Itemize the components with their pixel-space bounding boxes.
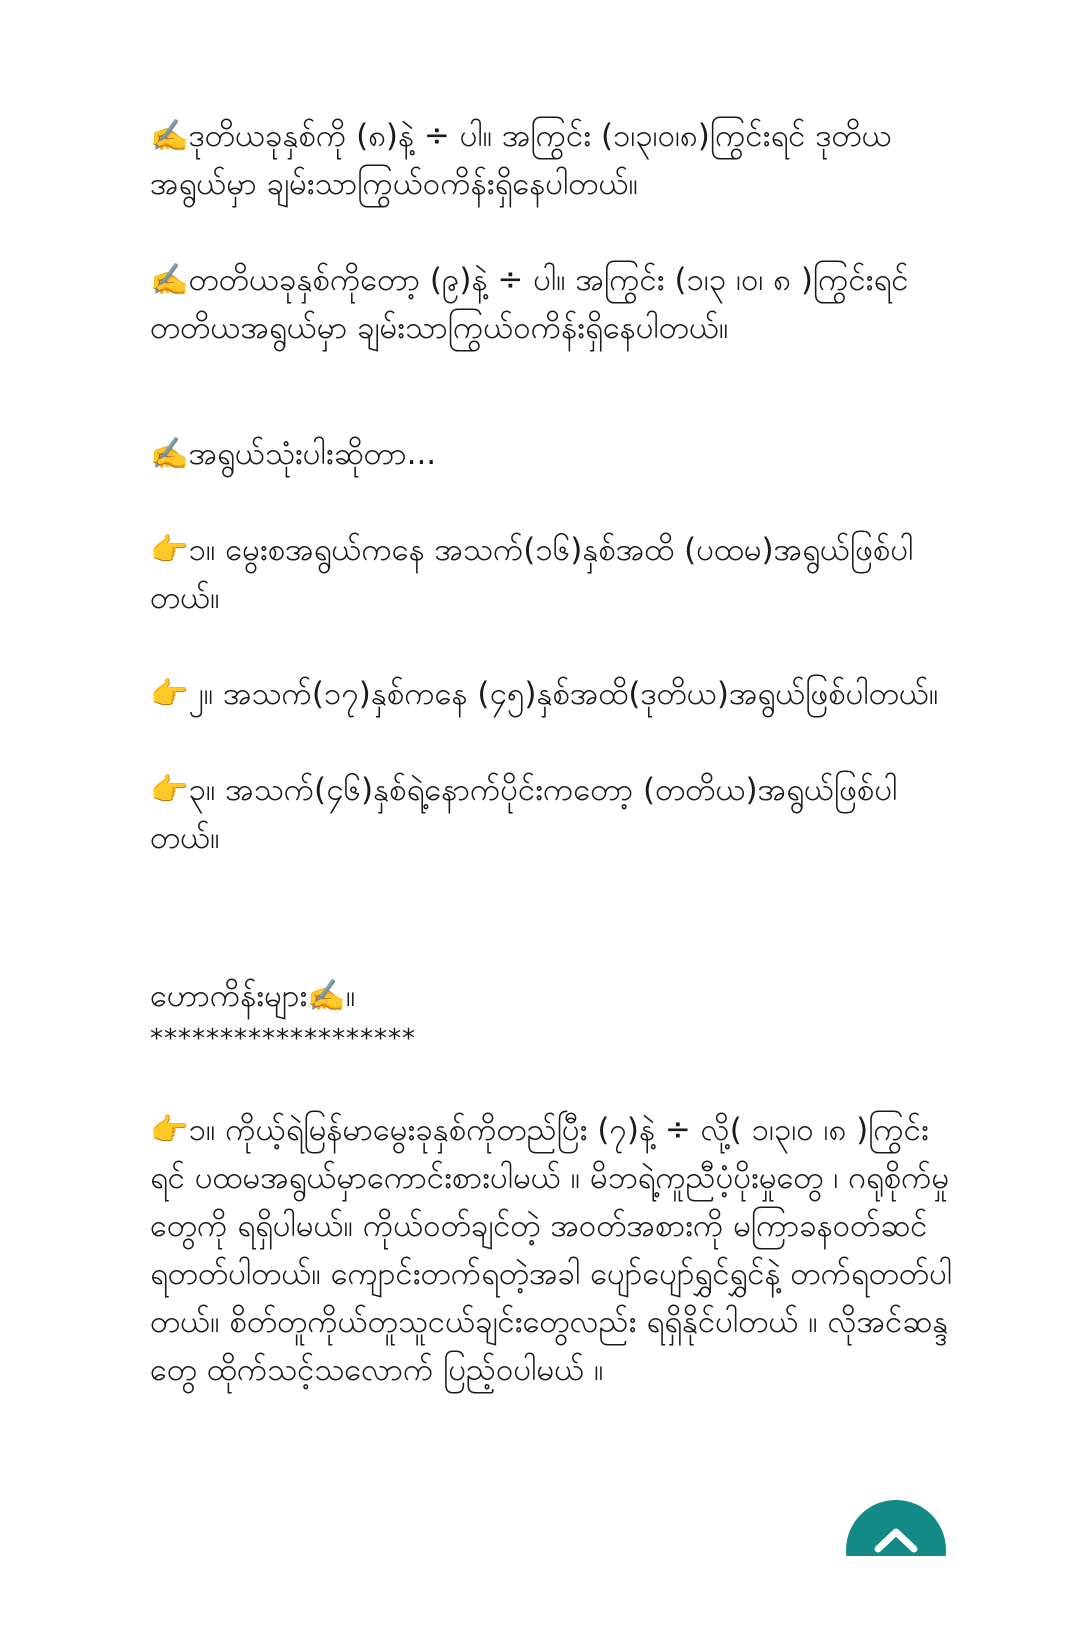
article-content: [150, 112, 960, 1394]
paragraph-second-age: ✍️ဒုတိယခုနှစ်ကို (၈)နဲ့ ÷ ပါ။ အကြွင်း (၁၊၃၊၀၊၈)ကြွင်းရင် ဒုတိယအရွယ်မှာ ချမ်းသာကြွယ်ဝကိန်းရှိနေပါတယ်။: [150, 118, 892, 202]
paragraph-gap: [150, 352, 960, 430]
list-item-second-age: 👉၂။ အသက်(၁၇)နှစ်ကနေ (၄၅)နှစ်အထိ(ဒုတိယ)အရွယ်ဖြစ်ပါတယ်။: [150, 676, 939, 712]
paragraph-third-age: ✍️တတိယခုနှစ်ကိုတော့ (၉)နဲ့ ÷ ပါ။ အကြွင်း (၁၊၃ ၊၀၊ ၈ )ကြွင်းရင် တတိယအရွယ်မှာ ချမ်းသာကြွယ်ဝကိန်းရှိနေပါတယ်။: [150, 262, 919, 346]
list-item-first-age: 👉၁။ မွေးစအရွယ်ကနေ အသက်(၁၆)နှစ်အထိ (ပထမ)အရွယ်ဖြစ်ပါတယ်။: [150, 532, 914, 616]
prediction-paragraph-one: 👉၁။ ကိုယ့်ရဲမြန်မာမွေးခုနှစ်ကိုတည်ပြီး (၇)နဲ့ ÷ လို့( ၁၊၃၊၀ ၊၈ )ကြွင်းရင် ပထမအရွယ်မှာကောင်းစားပါမယ် ။ မိဘရဲ့ကူညီပံ့ပိုးမှုတွေ ၊ ဂရုစိုက်မှုတွေကို ရရှိပါမယ်။ ကိုယ်ဝတ်ချင်တဲ့ အဝတ်အစားကို မကြာခနဝတ်ဆင်ရတတ်ပါတယ်။ ကျောင်းတက်ရတဲ့အခါ ပျော်ပျော်ရွှင်ရွှင်နဲ့ တက်ရတတ်ပါတယ်။ စိတ်တူကိုယ်တူသူငယ်ချင်းတွေလည်း ရရှိနိုင်ပါတယ် ။ လိုအင်ဆန္ဒတွေ ထိုက်သင့်သလောက် ပြည့်ဝပါမယ် ။: [150, 1112, 953, 1388]
asterisk-divider: *******************: [150, 1024, 416, 1054]
bottom-clip-area: [0, 1556, 1080, 1634]
paragraph-gap: [150, 478, 960, 526]
paragraph-gap: [150, 718, 960, 766]
list-item-third-age: 👉၃။ အသက်(၄၆)နှစ်ရဲ့နောက်ပိုင်းကတော့ (တတိယ)အရွယ်ဖြစ်ပါတယ်။: [150, 772, 898, 856]
paragraph-gap: [150, 1058, 960, 1106]
paragraph-gap: [150, 862, 960, 972]
paragraph-gap: [150, 622, 960, 670]
section-heading-predictions: ဟောကိန်းများ✍️။: [150, 978, 356, 1014]
chevron-up-icon: [873, 1524, 919, 1554]
paragraph-gap: [150, 208, 960, 256]
paragraph-three-ages-heading: ✍️အရွယ်သုံးပါးဆိုတာ...: [150, 436, 437, 472]
